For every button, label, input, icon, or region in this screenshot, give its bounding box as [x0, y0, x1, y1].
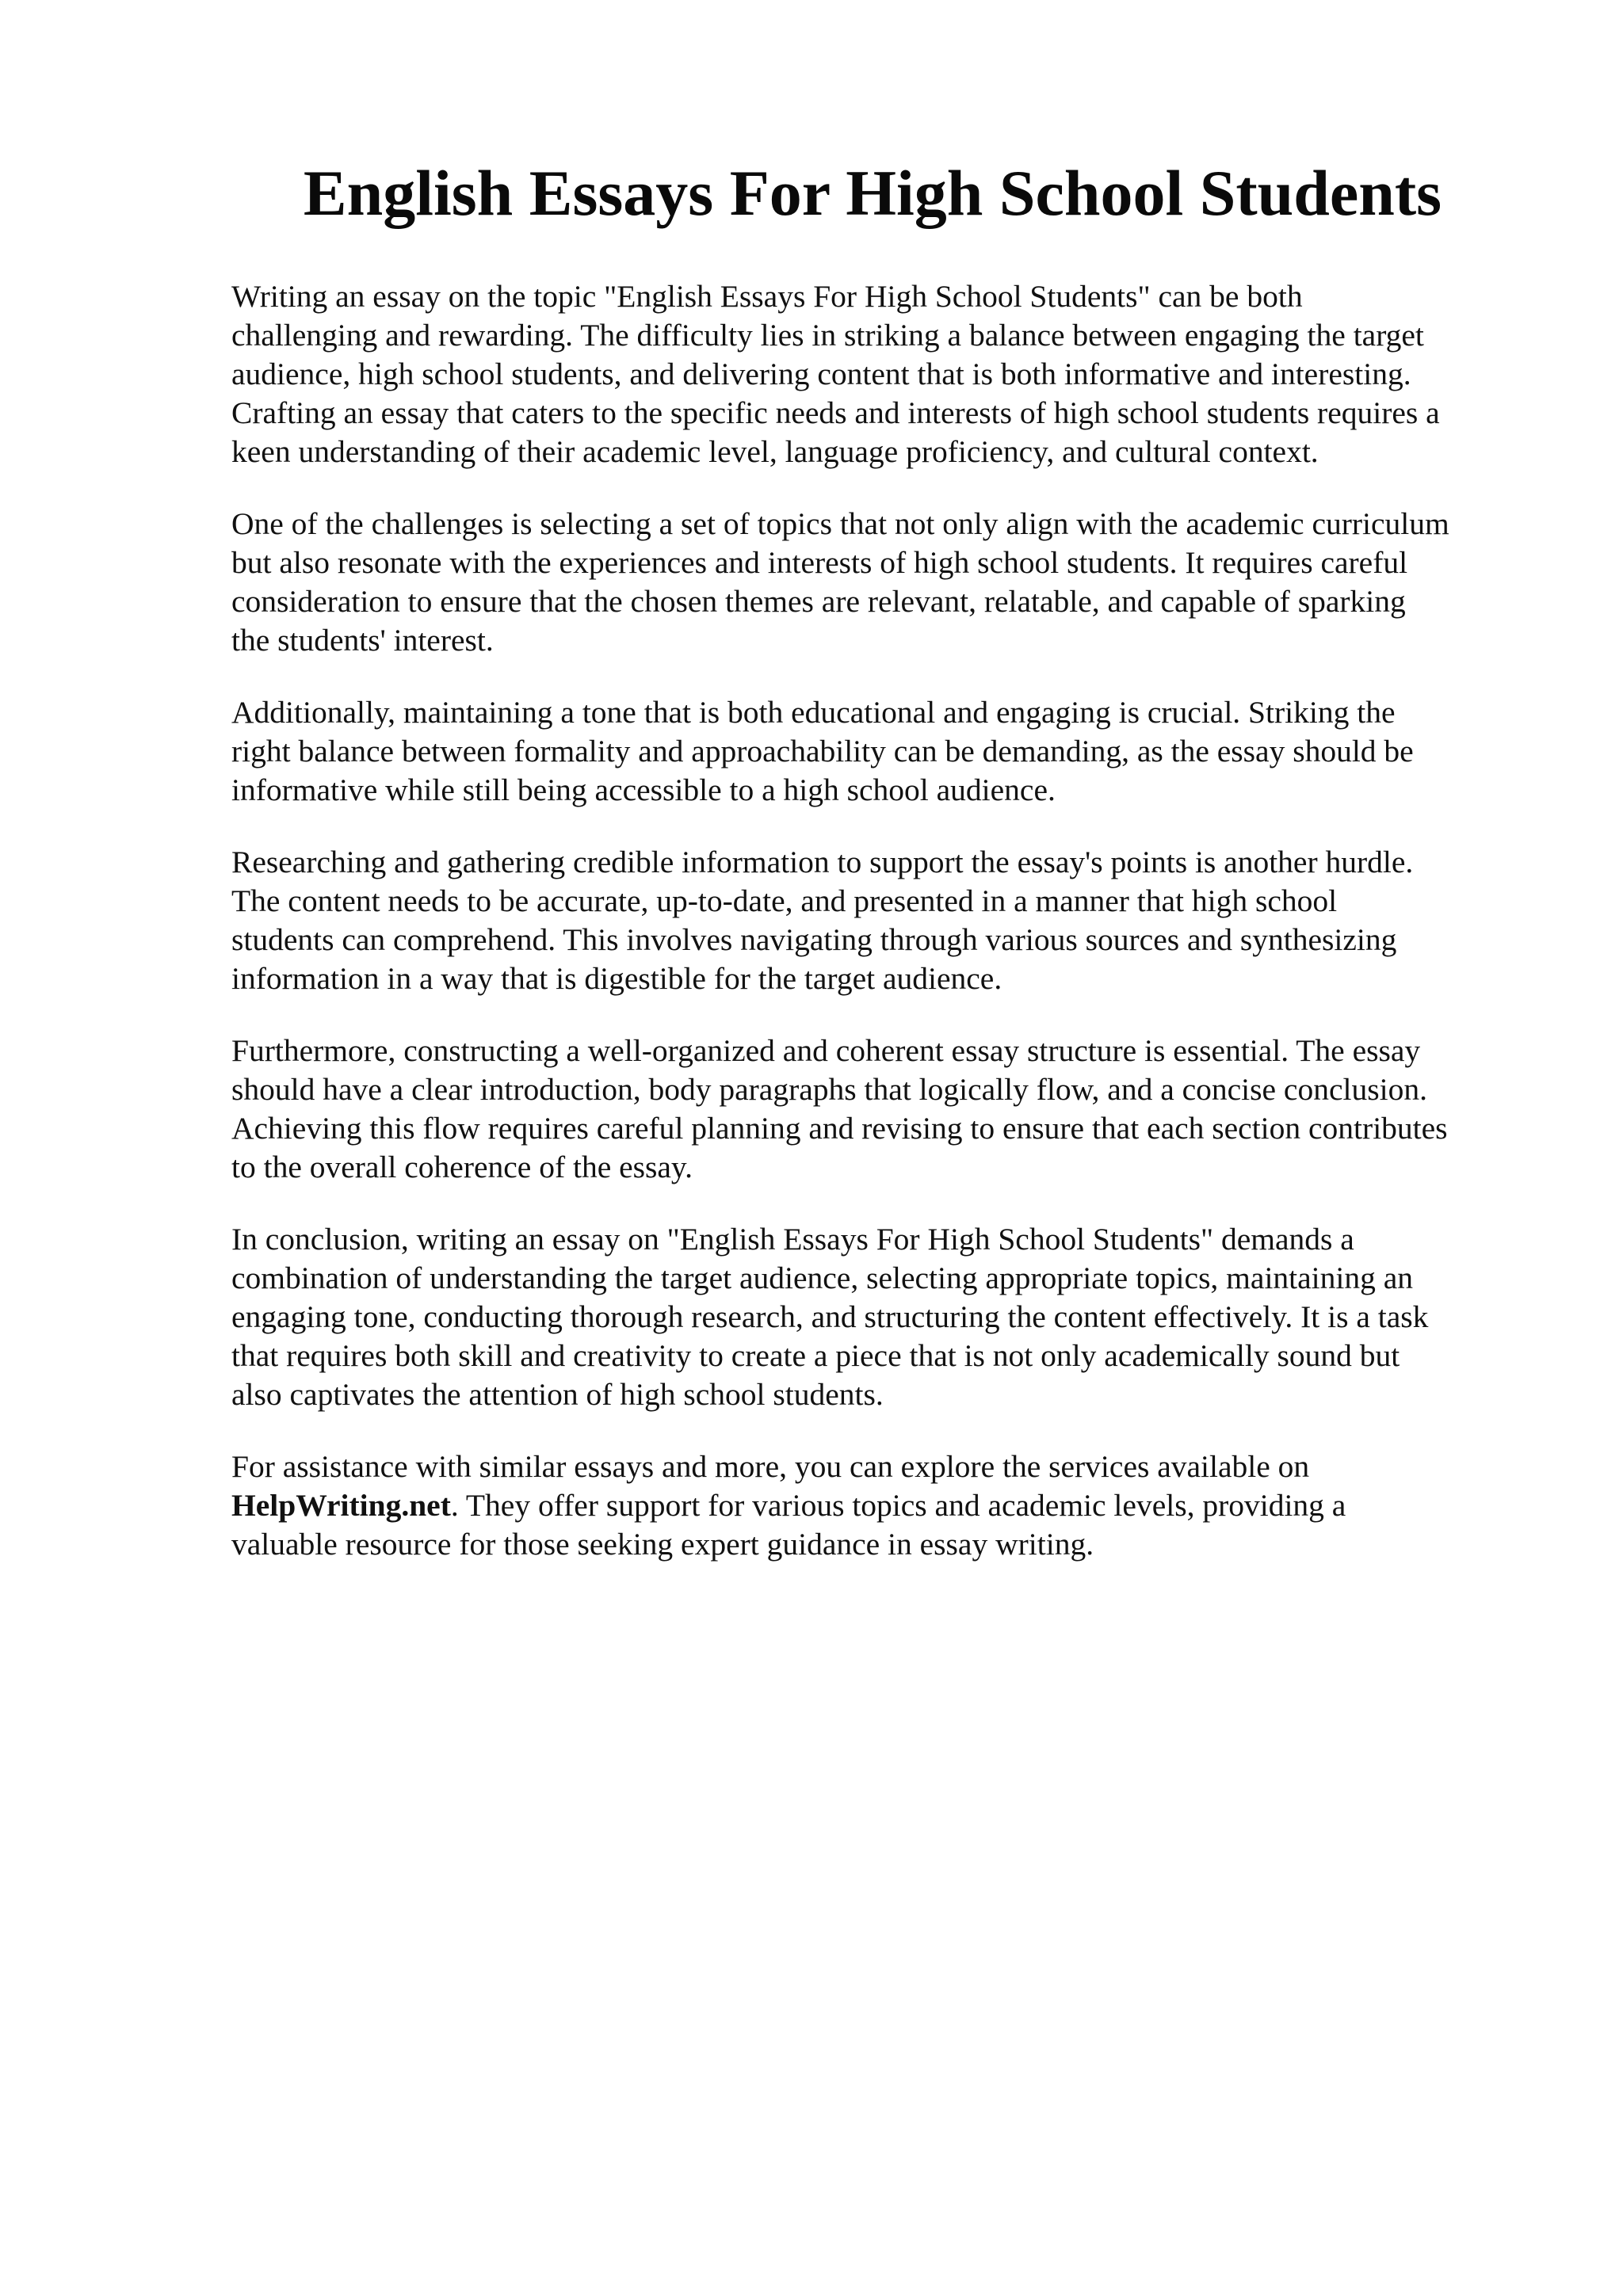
text-line: challenging and rewarding. The difficulty lies in striking a balance between engaging the target — [231, 318, 1424, 353]
text-line: audience, high school students, and delivering content that is both informative and interesting. — [231, 357, 1411, 391]
text-line: should have a clear introduction, body paragraphs that logically flow, and a concise conclusion. — [231, 1072, 1427, 1107]
paragraph-tone — [231, 693, 1515, 810]
text-line: Writing an essay on the topic "English Essays For High School Students" can be both — [231, 279, 1303, 314]
paragraph-structure — [231, 1032, 1515, 1187]
closing-text: . They offer support for various topics and academic levels, providing a — [450, 1488, 1346, 1523]
text-line: Achieving this flow requires careful planning and revising to ensure that each section contributes — [231, 1111, 1448, 1146]
text-line: students can comprehend. This involves navigating through various sources and synthesizing — [231, 922, 1397, 957]
text-line: that requires both skill and creativity to create a piece that is not only academically sound but — [231, 1338, 1400, 1373]
text-line: One of the challenges is selecting a set of topics that not only align with the academic curriculum — [231, 506, 1449, 541]
text-line: valuable resource for those seeking expert guidance in essay writing. — [231, 1527, 1094, 1562]
text-line: keen understanding of their academic level, language proficiency, and cultural context. — [231, 434, 1319, 469]
paragraph-conclusion — [231, 1220, 1515, 1414]
text-line: For assistance with similar essays and more, you can explore the services available on — [231, 1449, 1310, 1484]
text-line: Researching and gathering credible information to support the essay's points is another hurdle. — [231, 845, 1414, 879]
text-line: the students' interest. — [231, 623, 494, 658]
text-line: combination of understanding the target audience, selecting appropriate topics, maintaining an — [231, 1261, 1414, 1295]
text-line: Crafting an essay that caters to the specific needs and interests of high school students requires a — [231, 395, 1440, 430]
document-title: English Essays For High School Students — [303, 157, 1442, 229]
text-line: right balance between formality and approachability can be demanding, as the essay should be — [231, 734, 1414, 769]
text-line: also captivates the attention of high school students. — [231, 1377, 884, 1412]
text-line: but also resonate with the experiences and interests of high school students. It requires careful — [231, 545, 1408, 580]
text-line: informative while still being accessible to a high school audience. — [231, 772, 1056, 807]
paragraph-intro — [231, 277, 1515, 471]
text-line: information in a way that is digestible for the target audience. — [231, 961, 1002, 996]
text-line: Furthermore, constructing a well-organized and coherent essay structure is essential. The essay — [231, 1033, 1421, 1068]
text-line: In conclusion, writing an essay on "English Essays For High School Students" demands a — [231, 1222, 1354, 1257]
text-line — [231, 1486, 1515, 1525]
text-line: to the overall coherence of the essay. — [231, 1150, 693, 1184]
helpwriting-brand: HelpWriting.net — [231, 1488, 451, 1523]
paragraph-closing — [231, 1447, 1515, 1564]
paragraph-topics — [231, 505, 1515, 660]
text-line: Additionally, maintaining a tone that is both educational and engaging is crucial. Striking the — [231, 695, 1396, 730]
text-line: engaging tone, conducting thorough research, and structuring the content effectively. It is a task — [231, 1299, 1429, 1334]
text-line: The content needs to be accurate, up-to-date, and presented in a manner that high school — [231, 883, 1338, 918]
paragraph-research — [231, 843, 1515, 998]
text-line: consideration to ensure that the chosen themes are relevant, relatable, and capable of sparking — [231, 584, 1406, 619]
